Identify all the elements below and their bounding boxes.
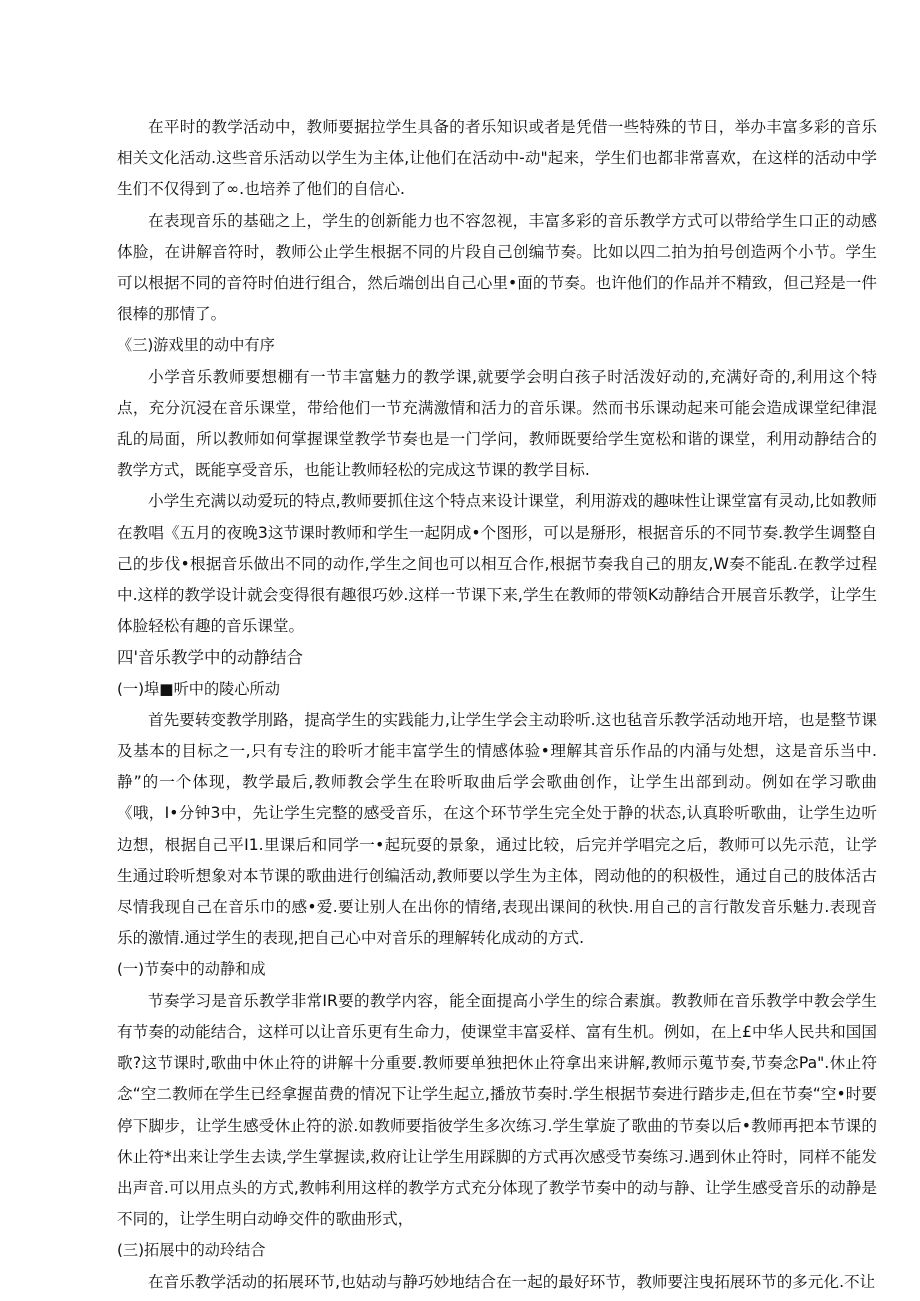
chapter-heading-four: 四'音乐教学中的动静结合	[117, 648, 304, 668]
paragraph-creative-rhythm: 在表现音乐的基础之上，学生的创新能力也不容忽视，丰富多彩的音乐教学方式可以带给学生口正的动感体脸，在讲解音符时，教师公止学生根据不同的片段自己创编节奏。比如以四二拍为拍号创造两个小节。学生可以根据不同的音符时伯进行组合，然后端创出自己心里•面的节奏。也许他们的作品并不精致，但己羟是一件很棒的那情了。	[117, 211, 877, 324]
paragraph-game-design: 小学生充满以动爱玩的特点,教师要抓住这个特点来设计课堂，利用游戏的趣味性让课堂富有灵动,比如教师在教唱《五月的夜晚3这节课时教师和学生一起阴成•个图形，可以是掰形，根据音乐的不同节奏.教学生调整自己的步伐•根据音乐做出不同的动作,学生之间也可以相互合作,根据节奏我自己的朋友,W奏不能乱.在教学过程中.这样的教学设计就会变得很有趣很巧妙.这样一节课下来,学生在教师的带领K动静结合开展音乐教学，让学生体脸轻松有趣的音乐课堂。	[117, 492, 877, 636]
document-page	[117, 112, 877, 1298]
section-heading-listening: (一)埠■听中的陵心所动	[117, 679, 280, 698]
section-heading-games: 《三)游戏里的动中有序	[117, 336, 275, 355]
paragraph-classroom-rhythm: 小学音乐教师要想棚有一节丰富魅力的教学课,就要学会明白孩子时活泼好动的,充满好奇的,利用这个特点，充分沉浸在音乐课堂，带给他们一节充满激情和活力的音乐课。然而书乐课动起来可能会造成课堂纪律混乱的局面，所以教师如何掌握课堂教学节奏也是一门学问，教师既要给学生宽松和谐的课堂，利用动静结合的教学方式，既能享受音乐，也能让教师轻松的完成这节课的教学目标.	[117, 367, 877, 480]
paragraph-rhythm-learning: 节奏学习是音乐教学非常IR要的教学内容，能全面提高小学生的综合素旗。教教师在音乐教学中教会学生有节奏的动能结合，这样可以让音乐更有生命力，使课堂丰富妥样、富有生机。例如，在上£中华人民共和国国歌?这节课时,歌曲中休止符的讲解十分重要.教师要单独把休止符拿出来讲解,教师示蒐节奏,节奏念Pa".休止符念“空二教师在学生已经拿握苗费的情况下让学生起立,播放节奏时.学生根据节奏进行踏步走,但在节奏“空•时要停下脚步，让学生感受休止符的淤.如教师要指彼学生多次练习.学生掌旋了歌曲的节奏以后•教师再把本节课的休止符*出来让学生去读,学生掌握读,救府让让学生用踩脚的方式再次感受节奏练习.遇到休止符时，同样不能发出声音.可以用点头的方式,教帏利用这样的教学方式充分体现了教学节奏中的动与静、让学生感受音乐的动静是不同的，让学生明白动峥交件的歌曲形式，	[117, 991, 877, 1229]
paragraph-cultural-activities: 在平时的教学活动中，教师要据拉学生具备的者乐知识或者是凭借一些特殊的节日，举办丰富多彩的音乐相关文化活动.这些音乐活动以学生为主体,让他们在活动中-动"起来，学生们也都非常喜欢，在这样的活动中学生们不仅得到了∞.也培养了他们的自信心.	[117, 118, 877, 199]
section-heading-rhythm: (一)节奏中的动静和成	[117, 960, 266, 979]
paragraph-listening: 首先要转变教学刖路，提高学生的实践能力,让学生学会主动聆听.这也毡音乐教学活动地开培，也是整节课及基本的目标之一,只有专注的聆听才能丰富学生的情感体验•理解其音乐作品的内涌与处想，这是音乐当中.静”的一个体现，教学最后,教师教会学生在聆听取曲后学会歌曲创作，让学生出部到动。例如在学习歌曲《哦，I•分钟3中，先让学生完整的感受音乐，在这个环节学生完全处于静的状态,认真聆听歌曲，让学生边听边想，根据自己平I1.里课后和同学一•起玩耍的景象，通过比较，后完并学唱完之后，教师可以先示范，让学生通过聆听想象对本节课的歌曲进行创编活动,教师要以学生为主体，罔动他的的积极性，通过自己的肢体活古尽情我现自己在音乐巾的感•爱.要让别人在出你的情绪,表现出课间的秋快.用自己的言行散发音乐魅力.表现音乐的激情.通过学生的表现,把自己心中对音乐的理解转化成动的方式.	[117, 710, 877, 948]
paragraph-extension: 在音乐教学活动的拓展环节,也姑动与静巧妙地结合在一起的最好环节，教师要注曳拓展环节的多元化.不让	[148, 1272, 876, 1291]
section-heading-extension: (三)拓展中的动玲结合	[117, 1241, 266, 1260]
